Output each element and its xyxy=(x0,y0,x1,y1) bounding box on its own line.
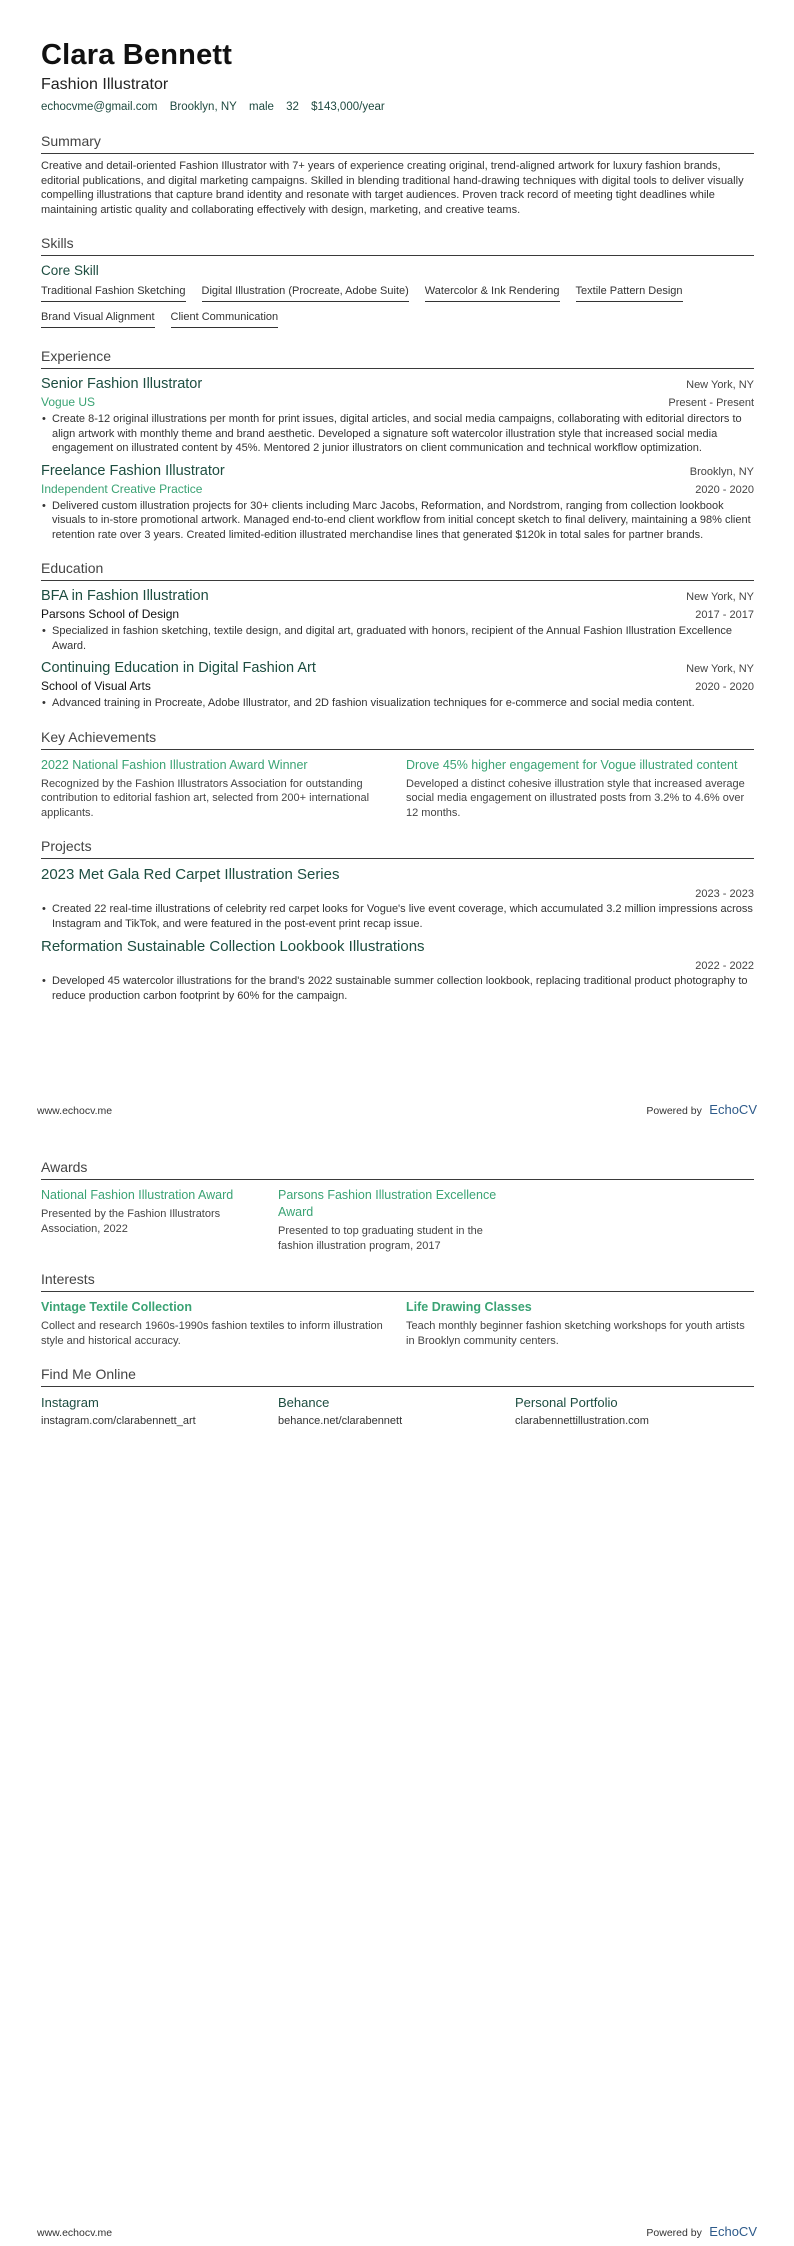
page-1-content xyxy=(41,38,754,1003)
education-school: School of Visual Arts xyxy=(41,679,151,693)
interest-item xyxy=(41,1299,389,1348)
section-title-interests: Interests xyxy=(41,1271,754,1292)
award-desc: Presented to top graduating student in the fashion illustration program, 2017 xyxy=(278,1225,483,1252)
section-title-skills: Skills xyxy=(41,235,754,256)
project-entry xyxy=(41,865,754,931)
education-bullets xyxy=(41,624,754,653)
awards-grid xyxy=(41,1187,754,1253)
education-dates: 2020 - 2020 xyxy=(695,681,754,693)
page-2-content xyxy=(41,1159,754,1428)
education-degree: Continuing Education in Digital Fashion Art xyxy=(41,660,316,676)
education-bullets xyxy=(41,696,754,711)
achievement-desc: Recognized by the Fashion Illustrators Association for outstanding contribution to editorial fashion art, selected from 200+ international applicants. xyxy=(41,777,370,819)
interest-desc: Collect and research 1960s-1990s fashion textiles to inform illustration style and historical accuracy. xyxy=(41,1320,383,1347)
award-title: Parsons Fashion Illustration Excellence Award xyxy=(278,1188,497,1219)
experience-role: Freelance Fashion Illustrator xyxy=(41,462,225,479)
footer-powered xyxy=(646,2223,757,2241)
education-degree: BFA in Fashion Illustration xyxy=(41,588,209,604)
education-section xyxy=(41,560,754,711)
education-location: New York, NY xyxy=(686,591,754,603)
resume-header xyxy=(41,38,754,115)
experience-company: Vogue US xyxy=(41,395,96,409)
education-bullet: • Specialized in fashion sketching, textile design, and digital art, graduated with honors, recipient of the Annual Fashion Illustration Excellence Award. xyxy=(41,624,754,653)
interest-desc: Teach monthly beginner fashion sketching workshops for youth artists in Brooklyn community centers. xyxy=(406,1320,745,1347)
experience-role: Senior Fashion Illustrator xyxy=(41,376,203,392)
online-grid xyxy=(41,1394,754,1428)
achievement-title: 2022 National Fashion Illustration Award Winner xyxy=(41,757,308,772)
contact-line xyxy=(41,100,754,115)
interest-item xyxy=(406,1299,754,1348)
summary-text: Creative and detail-oriented Fashion Illustrator with 7+ years of experience creating original, trend-aligned artwork for luxury fashion brands, editorial publications, and digital marketing campaigns. Skilled in blending traditional hand-drawing techniques with digital tools to deliver visually compelling illustrations that capture brand identity and resonate with target audiences. Proven track record of meeting tight deadlines while maintaining artistic quality and collaborating effectively with design, marketing, and creative teams. xyxy=(41,160,744,216)
online-link-label: Personal Portfolio xyxy=(515,1395,618,1410)
project-bullets xyxy=(41,902,754,931)
achievements-section xyxy=(41,729,754,821)
online-link-url[interactable]: clarabennettillustration.com xyxy=(515,1415,649,1427)
page-footer xyxy=(37,2223,757,2241)
skills-section xyxy=(41,235,754,336)
footer-brand-logo[interactable]: EchoCV xyxy=(709,2224,757,2239)
contact-email[interactable]: echocvme@gmail.com xyxy=(41,101,158,113)
section-title-online: Find Me Online xyxy=(41,1366,754,1387)
education-entry xyxy=(41,659,754,711)
award-item xyxy=(278,1187,515,1253)
online-link-item xyxy=(41,1394,278,1428)
online-link-url[interactable]: instagram.com/clarabennett_art xyxy=(41,1415,196,1427)
award-desc: Presented by the Fashion Illustrators Association, 2022 xyxy=(41,1208,221,1235)
project-bullet: • Developed 45 watercolor illustrations for the brand's 2022 sustainable summer collection lookbook, replacing traditional product photography to reduce production carbon footprint by 60% for the campaign. xyxy=(41,974,754,1003)
award-item xyxy=(41,1187,278,1253)
award-title: National Fashion Illustration Award xyxy=(41,1188,234,1202)
experience-dates: Present - Present xyxy=(668,397,754,409)
footer-url[interactable]: www.echocv.me xyxy=(37,2227,113,2239)
summary-section xyxy=(41,133,754,217)
education-entry xyxy=(41,587,754,653)
interest-title: Life Drawing Classes xyxy=(406,1300,532,1314)
achievement-title: Drove 45% higher engagement for Vogue illustrated content xyxy=(406,757,738,772)
experience-bullets xyxy=(41,499,754,543)
experience-company: Independent Creative Practice xyxy=(41,481,203,496)
skill-item: Watercolor & Ink Rendering xyxy=(425,284,560,302)
skill-item: Textile Pattern Design xyxy=(576,284,683,302)
project-dates: 2022 - 2022 xyxy=(695,960,754,972)
skill-group-name: Core Skill xyxy=(41,263,99,278)
experience-dates: 2020 - 2020 xyxy=(695,483,754,496)
project-bullets xyxy=(41,974,754,1003)
skill-list xyxy=(41,284,754,336)
section-title-achievements: Key Achievements xyxy=(41,729,754,750)
education-location: New York, NY xyxy=(686,663,754,675)
page-footer xyxy=(37,1101,757,1119)
achievements-grid xyxy=(41,757,754,821)
candidate-name: Clara Bennett xyxy=(41,39,233,71)
education-school: Parsons School of Design xyxy=(41,607,180,621)
skill-item: Traditional Fashion Sketching xyxy=(41,284,186,302)
online-link-url[interactable]: behance.net/clarabennett xyxy=(278,1415,403,1427)
section-title-experience: Experience xyxy=(41,348,754,369)
online-section xyxy=(41,1366,754,1428)
contact-location: Brooklyn, NY xyxy=(169,101,237,113)
footer-url[interactable]: www.echocv.me xyxy=(37,1105,113,1117)
skill-item: Brand Visual Alignment xyxy=(41,310,155,328)
footer-powered-label: Powered by xyxy=(646,2227,702,2239)
resume-page-2 xyxy=(0,1123,794,2246)
experience-section xyxy=(41,348,754,542)
experience-bullets xyxy=(41,412,754,456)
footer-powered-label: Powered by xyxy=(646,1105,702,1117)
interests-grid xyxy=(41,1299,754,1348)
project-title: Reformation Sustainable Collection Lookbook Illustrations xyxy=(41,938,425,955)
experience-entry xyxy=(41,462,754,543)
skill-item: Client Communication xyxy=(171,310,279,328)
online-link-label: Behance xyxy=(278,1395,330,1410)
online-link-label: Instagram xyxy=(41,1395,99,1410)
interests-section xyxy=(41,1271,754,1348)
experience-entry xyxy=(41,375,754,456)
section-title-summary: Summary xyxy=(41,133,754,154)
achievement-item xyxy=(41,757,389,821)
footer-powered xyxy=(646,1101,757,1119)
experience-location: Brooklyn, NY xyxy=(689,465,754,478)
interest-title: Vintage Textile Collection xyxy=(41,1300,192,1314)
contact-salary: $143,000/year xyxy=(311,101,385,113)
project-dates: 2023 - 2023 xyxy=(695,888,754,900)
achievement-desc: Developed a distinct cohesive illustration style that increased average social media engagement on illustrated posts from 3.2% to 4.6% over 12 months. xyxy=(406,777,745,819)
footer-brand-logo[interactable]: EchoCV xyxy=(709,1102,757,1117)
section-title-education: Education xyxy=(41,560,754,581)
online-link-item xyxy=(278,1394,515,1428)
skill-item: Digital Illustration (Procreate, Adobe Suite) xyxy=(202,284,409,302)
education-bullet: • Advanced training in Procreate, Adobe Illustrator, and 2D fashion visualization techniques for e-commerce and social media content. xyxy=(41,696,754,711)
candidate-headline: Fashion Illustrator xyxy=(41,76,169,93)
section-title-awards: Awards xyxy=(41,1159,754,1180)
experience-bullet: • Delivered custom illustration projects for 30+ clients including Marc Jacobs, Reformation, and Nordstrom, ranging from collection lookbook visuals to in-store promotional artwork. Managed end-to-end client workflow from initial concept sketch to final delivery, maintaining a 98% client retention rate over 3 years. Created limited-edition illustrated merchandise lines that generated $120k in total sales for partner brands. xyxy=(41,499,754,543)
project-entry xyxy=(41,937,754,1003)
section-title-projects: Projects xyxy=(41,838,754,859)
projects-section xyxy=(41,838,754,1003)
contact-gender: male xyxy=(249,101,274,113)
experience-bullet: • Create 8-12 original illustrations per month for print issues, digital articles, and social media campaigns, collaborating with editorial directors to align artwork with monthly theme and brand aesthetic. Developed a signature soft watercolor illustration style that increased social media engagement on illustrated content by 45%. Mentored 2 junior illustrators on client communication and technical workflow optimization. xyxy=(41,412,754,456)
online-link-item xyxy=(515,1394,752,1428)
project-bullet: • Created 22 real-time illustrations of celebrity red carpet looks for Vogue's live event coverage, which accumulated 3.2 million impressions across Instagram and TikTok, and were featured in the post-event print recap issue. xyxy=(41,902,754,931)
experience-location: New York, NY xyxy=(686,379,754,391)
project-title: 2023 Met Gala Red Carpet Illustration Series xyxy=(41,866,340,883)
contact-age: 32 xyxy=(286,101,299,113)
awards-section xyxy=(41,1159,754,1253)
achievement-item xyxy=(406,757,754,821)
education-dates: 2017 - 2017 xyxy=(695,609,754,621)
